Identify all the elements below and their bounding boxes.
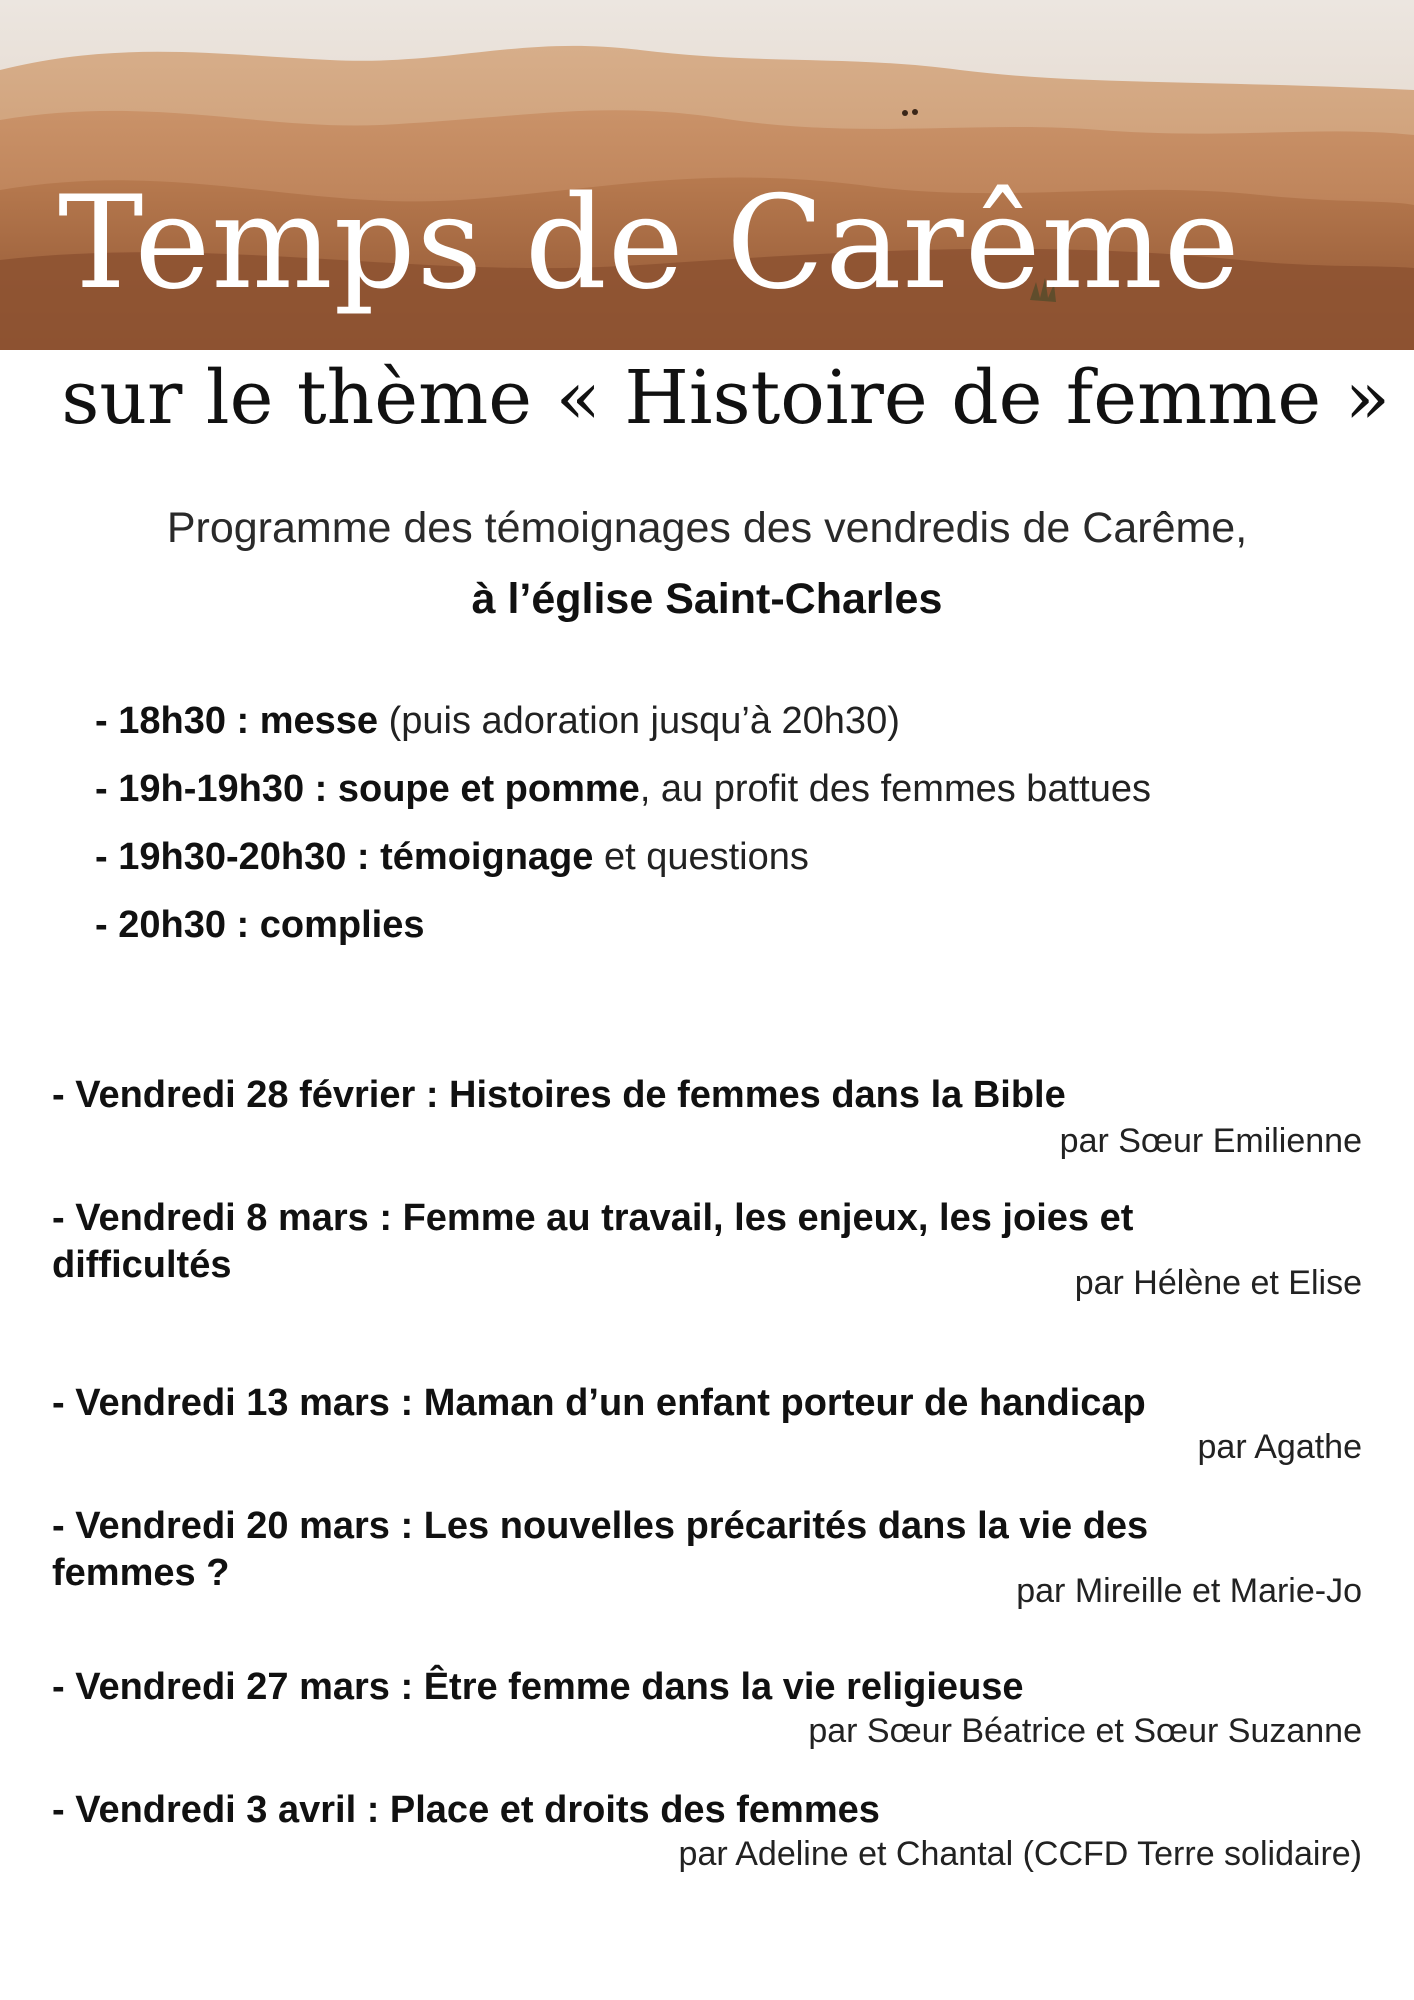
desert-header-image [0, 0, 1414, 350]
evening-schedule [95, 700, 1151, 972]
testimony-title: - Vendredi 3 avril : Place et droits des femmes [52, 1789, 880, 1831]
schedule-item [95, 768, 1151, 836]
testimony-speaker: par Mireille et Marie-Jo [1016, 1572, 1362, 1610]
testimony-title: - Vendredi 8 mars : Femme au travail, les enjeux, les joies et difficultés [52, 1197, 1134, 1286]
testimony-title: - Vendredi 20 mars : Les nouvelles précarités dans la vie des femmes ? [52, 1505, 1149, 1594]
testimony-item [52, 1664, 1362, 1750]
schedule-item-bold: - 20h30 : complies [95, 904, 425, 946]
testimony-speaker: par Hélène et Elise [1074, 1264, 1362, 1302]
schedule-item-bold: - 19h-19h30 : soupe et pomme [95, 768, 640, 810]
testimony-item [52, 1787, 1362, 1873]
testimony-title: - Vendredi 13 mars : Maman d’un enfant porteur de handicap [52, 1382, 1146, 1424]
testimony-title: - Vendredi 28 février : Histoires de femmes dans la Bible [52, 1074, 1066, 1116]
page-subtitle: sur le thème « Histoire de femme » [61, 355, 1390, 441]
schedule-item-detail: (puis adoration jusqu’à 20h30) [378, 700, 900, 742]
testimony-speaker: par Adeline et Chantal (CCFD Terre solidaire) [678, 1835, 1362, 1873]
testimony-speaker: par Agathe [1197, 1428, 1362, 1466]
schedule-item [95, 836, 1151, 904]
schedule-item-bold: - 18h30 : messe [95, 700, 379, 742]
page-title: Temps de Carême [58, 169, 1241, 318]
intro-venue: à l’église Saint-Charles [471, 575, 943, 623]
schedule-item [95, 700, 1151, 768]
testimony-item [52, 1503, 1362, 1610]
testimony-item [52, 1072, 1362, 1160]
testimony-item [52, 1195, 1362, 1302]
intro-text: Programme des témoignages des vendredis de Carême, [166, 504, 1248, 552]
schedule-item-detail: , au profit des femmes battues [639, 768, 1151, 810]
schedule-item [95, 904, 1151, 972]
schedule-item-detail: et questions [593, 836, 809, 878]
testimony-item [52, 1380, 1362, 1466]
testimony-speaker: par Sœur Béatrice et Sœur Suzanne [808, 1712, 1362, 1750]
schedule-item-bold: - 19h30-20h30 : témoignage [95, 836, 594, 878]
testimony-speaker: par Sœur Emilienne [1059, 1122, 1362, 1160]
testimony-title: - Vendredi 27 mars : Être femme dans la vie religieuse [52, 1666, 1024, 1708]
